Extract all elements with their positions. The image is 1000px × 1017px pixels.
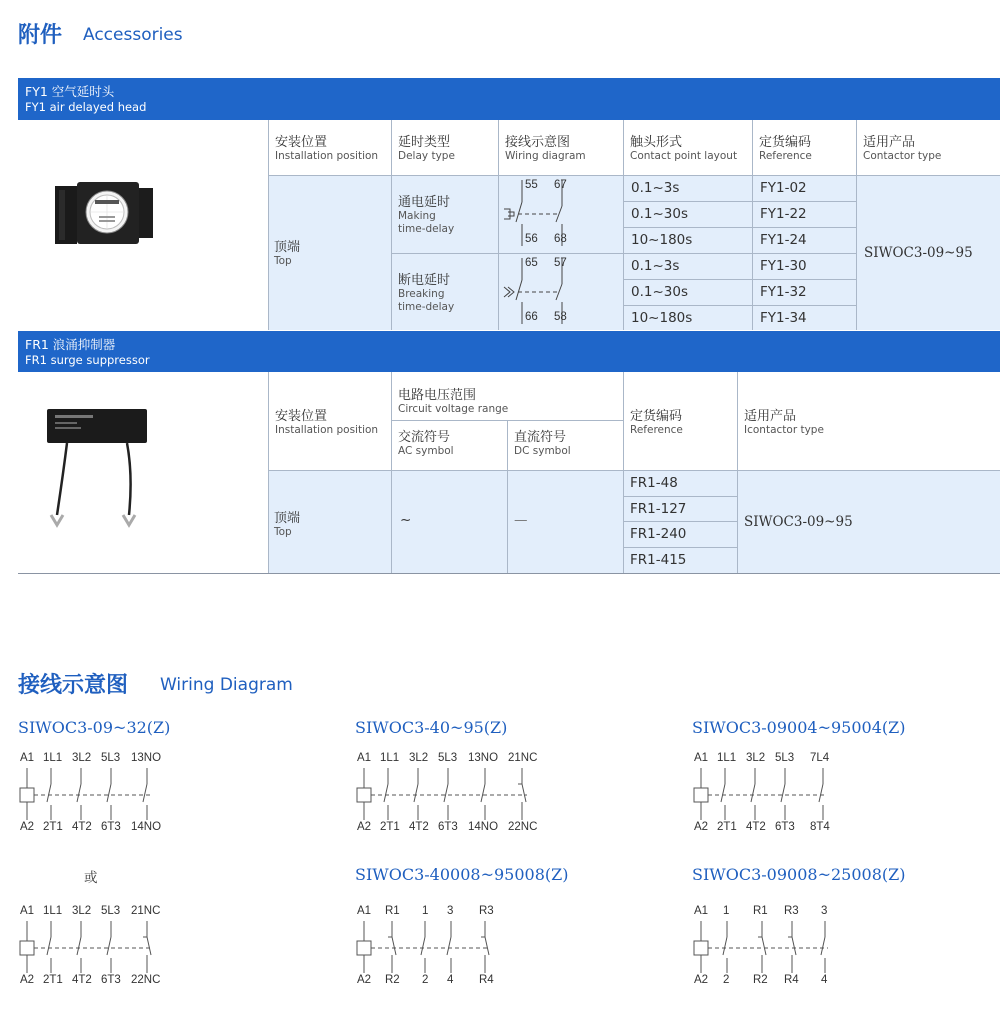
fy1-band-en: FY1 air delayed head — [25, 100, 147, 114]
fy1-layout-2: 0.1~30s — [631, 206, 688, 222]
fr1-h-dc: 直流符号 DC symbol — [514, 430, 571, 457]
fr1-device-image — [45, 405, 155, 530]
fy1-layout-5: 0.1~30s — [631, 284, 688, 300]
or-label: 或 — [84, 870, 98, 886]
breaking-wiring-diagram: 65 57 66 58 — [500, 254, 622, 330]
diagram-6-model: SIWOC3-09008~25008(Z) — [692, 865, 906, 884]
accessories-title-en: Accessories — [83, 25, 183, 45]
diagram-3-model: SIWOC3-09004~95004(Z) — [692, 718, 906, 737]
fr1-h-contactor: 适用产品 Icontactor type — [744, 409, 824, 436]
fy1-making: 通电延时 Making time-delay — [398, 195, 455, 235]
fr1-h-ac: 交流符号 AC symbol — [398, 430, 454, 457]
fy1-ref-6: FY1-34 — [760, 310, 807, 326]
diagram-3: A1 1L1 3L2 5L3 7L4 A2 2T1 4T2 6T3 8T4 — [694, 752, 830, 833]
wiring-title-cn: 接线示意图 — [18, 673, 129, 698]
fy1-layout-1: 0.1~3s — [631, 180, 680, 196]
fr1-band-cn: FR1 浪涌抑制器 — [25, 337, 116, 352]
fr1-ac-symbol: ~ — [400, 512, 412, 528]
fy1-device-image — [55, 180, 155, 246]
fr1-ref-1: FR1-48 — [630, 475, 678, 491]
fr1-product: SIWOC3-09~95 — [744, 514, 853, 530]
diagram-4: A1 1L1 3L2 5L3 21NC A2 2T1 4T2 6T3 22NC — [20, 905, 161, 986]
fy1-ref-2: FY1-22 — [760, 206, 807, 222]
diagram-2: A1 1L1 3L2 5L3 13NO 21NC A2 2T1 4T2 6T3 14NO 22NC — [357, 752, 538, 833]
fy1-position: 顶端 Top — [274, 240, 301, 267]
fy1-ref-4: FY1-30 — [760, 258, 807, 274]
fr1-ref-2: FR1-127 — [630, 501, 687, 517]
fr1-position: 顶端 Top — [274, 511, 301, 538]
fy1-product: SIWOC3-09~95 — [864, 245, 973, 261]
fy1-breaking: 断电延时 Breaking time-delay — [398, 273, 455, 313]
diagram-2-model: SIWOC3-40~95(Z) — [355, 718, 508, 737]
accessories-title-cn: 附件 — [18, 23, 63, 48]
fy1-ref-5: FY1-32 — [760, 284, 807, 300]
diagram-6: A1 1 R1 R3 3 A2 2 R2 R4 4 — [694, 905, 828, 986]
diagram-5: A1 R1 1 3 R3 A2 R2 2 4 R4 — [357, 905, 494, 986]
fr1-h-reference: 定货编码 Reference — [630, 409, 683, 436]
fr1-ref-3: FR1-240 — [630, 526, 687, 542]
fr1-ref-4: FR1-415 — [630, 552, 687, 568]
wiring-title-en: Wiring Diagram — [160, 675, 293, 695]
fr1-h-range: 电路电压范围 Circuit voltage range — [398, 388, 509, 415]
fy1-band — [18, 78, 1000, 120]
fy1-h-delay: 延时类型 Delay type — [398, 135, 455, 162]
fy1-h-reference: 定货编码 Reference — [759, 135, 812, 162]
fy1-h-layout: 触头形式 Contact point layout — [630, 135, 738, 162]
diagram-1: A1 1L1 3L2 5L3 13NO A2 2T1 4T2 6T3 14NO — [20, 752, 162, 833]
fy1-layout-4: 0.1~3s — [631, 258, 680, 274]
fr1-band — [18, 331, 1000, 372]
fy1-ref-1: FY1-02 — [760, 180, 807, 196]
fr1-h-position: 安装位置 Installation position — [275, 409, 379, 436]
fy1-layout-6: 10~180s — [631, 310, 693, 326]
fy1-h-position: 安装位置 Installation position — [275, 135, 379, 162]
fy1-ref-3: FY1-24 — [760, 232, 807, 248]
diagram-1-model: SIWOC3-09~32(Z) — [18, 718, 171, 737]
fy1-band-cn: FY1 空气延时头 — [25, 84, 115, 99]
fy1-layout-3: 10~180s — [631, 232, 693, 248]
fy1-h-wiring: 接线示意图 Wiring diagram — [505, 135, 586, 162]
diagram-5-model: SIWOC3-40008~95008(Z) — [355, 865, 569, 884]
fr1-band-en: FR1 surge suppressor — [25, 353, 150, 367]
fr1-dc-symbol: — — [514, 512, 528, 528]
making-wiring-diagram: 55 67 56 68 — [500, 176, 622, 252]
fy1-h-contactor: 适用产品 Contactor type — [863, 135, 942, 162]
